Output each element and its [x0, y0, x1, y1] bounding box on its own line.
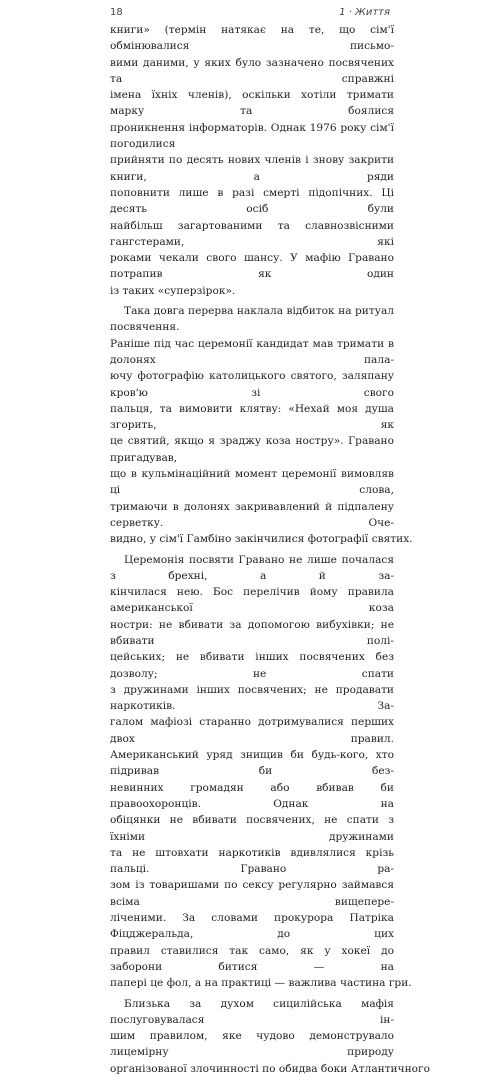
text-line: Раніше під час церемонії кандидат мав тримати в долонях пала- — [110, 337, 394, 366]
text-line: проникнення інформаторів. Однак 1976 року сім'ї погодилися — [110, 121, 394, 151]
text-line: Така довга перерва наклала відбиток на ритуал посвячення. — [110, 305, 394, 334]
text-line: це святий, якщо я зраджу коза ностру». Гравано пригадував, — [110, 435, 394, 464]
text-line: поповнити лише в разі смерті підопічних. Ці десять осіб були — [110, 186, 394, 216]
text-line: вими даними, у яких було зазначено посвячених та справжні — [110, 56, 394, 85]
text-line: тримаючи в долонях закривавлений й підпалену серветку. Оче- — [110, 500, 394, 529]
text-line: ностри: не вбивати за допомогою вибухівки; не вбивати полі- — [110, 618, 394, 647]
text-line: імена їхніх членів), оскільки хотіли тримати марку та боялися — [110, 89, 394, 118]
text-line: книги» (термін натякає на те, що сім'ї обмінювалися письмо- — [110, 24, 394, 53]
paragraph — [110, 22, 394, 299]
paragraph — [110, 552, 412, 992]
text-line: роками чекали свого шансу. У мафію Гравано потрапив як один — [110, 252, 394, 281]
text-line: галом мафіозі старанно дотримувалися перших двох правил. — [110, 716, 394, 745]
text-line: ліченими. За словами прокурора Патріка Фіцджеральда, до цих — [110, 912, 394, 941]
text-line: папері це фол, а на практиці — важлива частина гри. — [110, 977, 412, 990]
text-line: Американський уряд знищив би будь-кого, хто підривав би без- — [110, 749, 394, 778]
text-line: видно, у сім'ї Гамбіно закінчилися фотографії святих. — [110, 533, 413, 546]
running-title: 1 · Життя — [339, 6, 390, 18]
text-line: що в кульмінаційний момент церемонії вимовляв ці слова, — [110, 468, 394, 497]
text-line: цейських; не вбивати інших посвячених без дозволу; не спати — [110, 651, 394, 680]
text-line: Церемонія посвяти Гравано не лише почалася з брехні, а й за- — [110, 553, 394, 582]
text-line: пальця, та вимовити клятву: «Нехай моя душа згорить, як — [110, 402, 394, 432]
paragraph — [110, 996, 430, 1077]
text-line: правил ставилися так само, як у хокеї до заборони битися — на — [110, 944, 394, 973]
text-line: ючу фотографію католицького святого, заляпану кров'ю зі свого — [110, 370, 394, 399]
text-line: невинних громадян або вбивав би правоохоронців. Однак на — [110, 781, 394, 810]
text-line: кінчилася нею. Бос перелічив йому правила американської коза — [110, 586, 394, 615]
body-text — [110, 22, 430, 1077]
text-line: шим правилом, яке чудово демонструвало лицемірну природу — [110, 1030, 394, 1059]
text-line: зом із товаришами по сексу регулярно займався всіма вищепере- — [110, 879, 394, 908]
paragraph — [110, 303, 413, 547]
text-line: організованої злочинності по обидва боки Атлантичного — [110, 1062, 430, 1075]
text-line: із таких «суперзірок». — [110, 284, 236, 297]
text-line: та не штовхати наркотиків вдивлялися крізь пальці. Гравано ра- — [110, 846, 394, 876]
text-line: з дружинами інших посвячених; не продавати наркотиків. За- — [110, 683, 394, 713]
page-number: 18 — [110, 6, 123, 18]
text-line: обіцянки не вбивати посвячених, не спати з їхніми дружинами — [110, 814, 394, 843]
text-line: найбільш загартованими та славнозвісними гангстерами, які — [110, 219, 394, 248]
text-line: Близька за духом сицилійська мафія послуговувалася ін- — [110, 997, 394, 1026]
page-header — [110, 4, 390, 20]
text-line: прийняти по десять нових членів і знову закрити книги, а ряди — [110, 154, 394, 183]
